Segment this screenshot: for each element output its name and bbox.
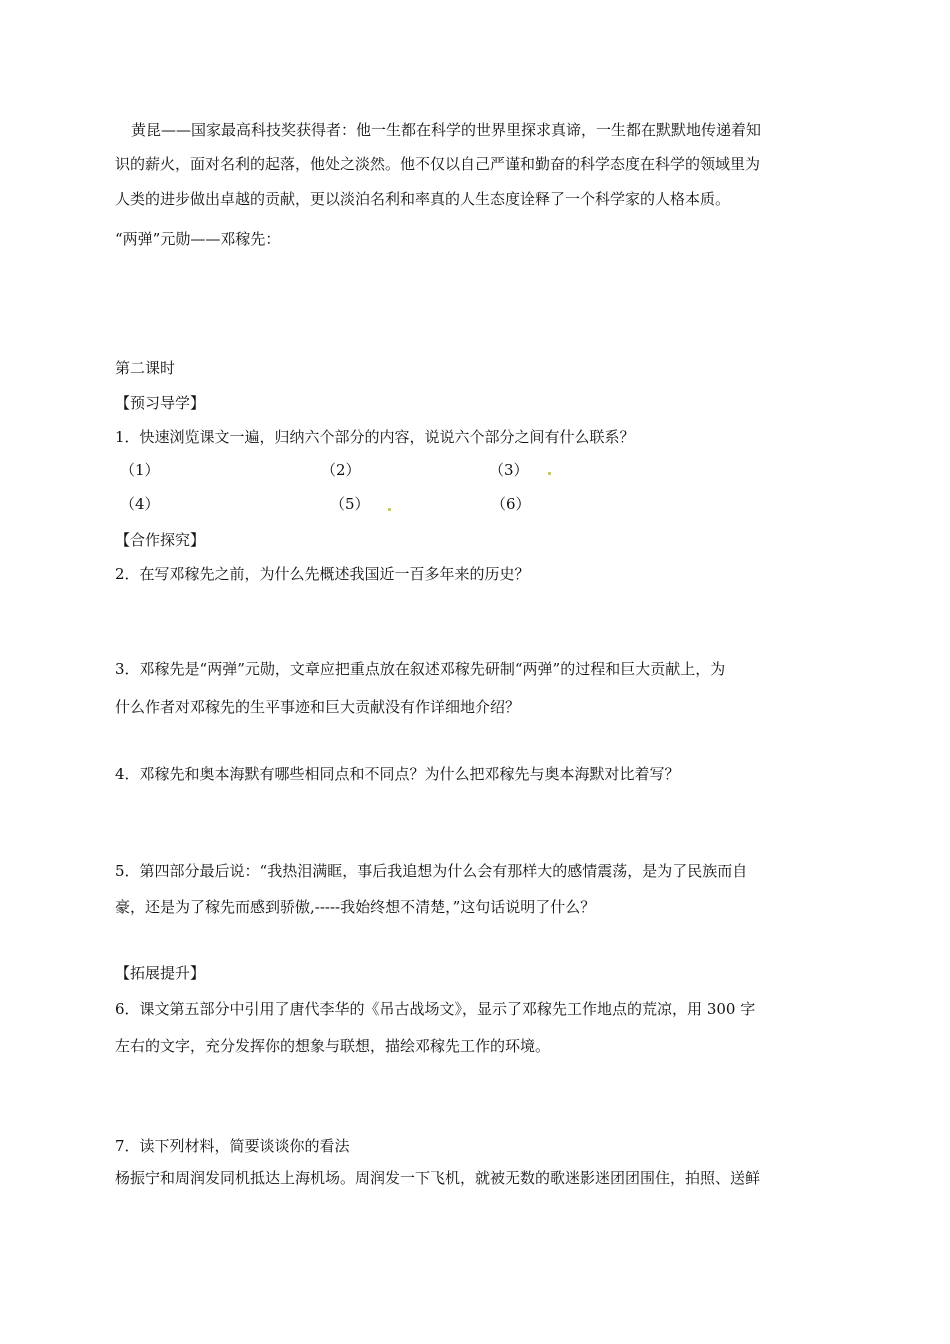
mark-dot <box>388 508 391 511</box>
question-6-line-2: 左右的文字，充分发挥你的想象与联想，描绘邓稼先工作的环境。 <box>115 1037 551 1055</box>
question-7-material: 杨振宁和周润发同机抵达上海机场。周润发一下飞机，就被无数的歌迷影迷团团围住，拍照、送鲜 <box>115 1169 761 1187</box>
question-3-line-2: 什么作者对邓稼先的生平事迹和巨大贡献没有作详细地介绍？ <box>115 698 521 716</box>
question-7: 7．读下列材料，简要谈谈你的看法 <box>115 1137 350 1155</box>
question-6-line-1: 6．课文第五部分中引用了唐代李华的《吊古战场文》，显示了邓稼先工作地点的荒凉，用 300 字 <box>115 1000 756 1018</box>
lesson-title: 第二课时 <box>115 359 176 377</box>
intro-line-1: 黄昆——国家最高科技奖获得者：他一生都在科学的世界里探求真谛，一生都在默默地传递着知 <box>131 121 762 139</box>
extension-heading: 【拓展提升】 <box>115 964 206 982</box>
option-1: （1） <box>120 461 160 479</box>
question-5-line-2: 豪，还是为了稼先而感到骄傲,-----我始终想不清楚，”这句话说明了什么？ <box>115 898 596 916</box>
question-5-line-1: 5．第四部分最后说：“我热泪满眶，事后我追想为什么会有那样大的感情震荡，是为了民族而自 <box>115 862 748 880</box>
option-5: （5） <box>330 495 370 513</box>
coop-heading: 【合作探究】 <box>115 531 206 549</box>
preview-heading: 【预习导学】 <box>115 394 206 412</box>
intro-line-2: 识的薪火，面对名利的起落，他处之淡然。他不仅以自己严谨和勤奋的科学态度在科学的领域里为 <box>115 155 761 173</box>
option-2: （2） <box>321 461 361 479</box>
question-3-line-1: 3．邓稼先是“两弹”元勋，文章应把重点放在叙述邓稼先研制“两弹”的过程和巨大贡献上，为 <box>115 660 726 678</box>
intro-line-3: 人类的进步做出卓越的贡献，更以淡泊名利和率真的人生态度诠释了一个科学家的人格本质。 <box>115 190 731 208</box>
intro-line-4: “两弹”元勋——邓稼先： <box>115 230 281 248</box>
question-4: 4．邓稼先和奥本海默有哪些相同点和不同点？为什么把邓稼先与奥本海默对比着写？ <box>115 765 680 783</box>
option-6: （6） <box>491 495 531 513</box>
question-2: 2．在写邓稼先之前，为什么先概述我国近一百多年来的历史？ <box>115 565 530 583</box>
option-4: （4） <box>120 495 160 513</box>
question-1: 1．快速浏览课文一遍，归纳六个部分的内容，说说六个部分之间有什么联系？ <box>115 428 635 446</box>
option-3: （3） <box>489 461 529 479</box>
mark-dot <box>548 472 551 475</box>
